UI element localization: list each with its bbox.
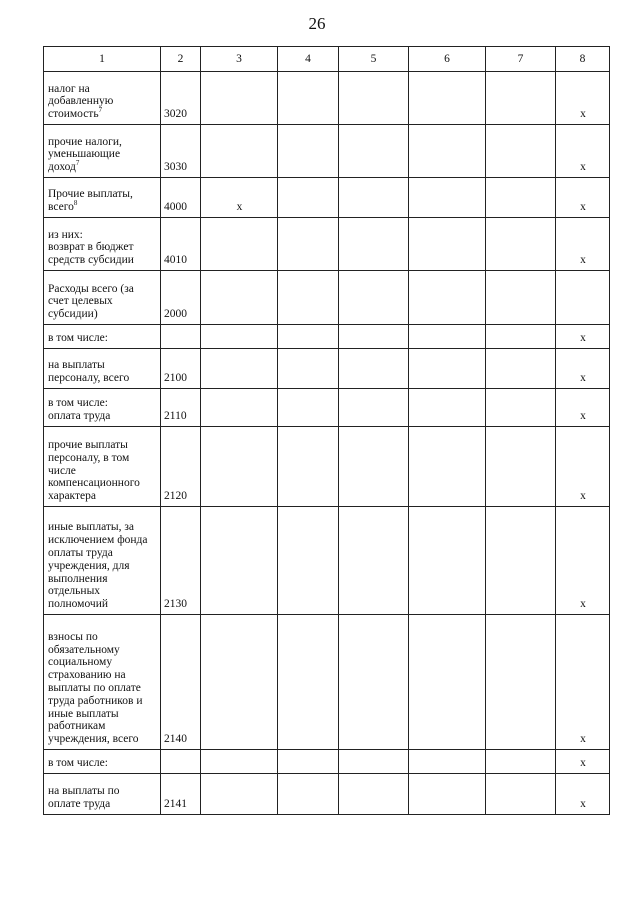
row-label: взносы по обязательному социальному страхованию на выплаты по оплате труда работников и иные выплаты работникам учреждения, всего — [48, 630, 143, 746]
payments-table — [43, 46, 610, 815]
table-row — [44, 218, 610, 271]
cell-col-3 — [201, 507, 278, 615]
cell-col-4 — [278, 774, 339, 815]
table-row — [44, 389, 610, 427]
cell-col-8: x — [556, 72, 610, 125]
table-row — [44, 774, 610, 815]
footnote-ref: 7 — [98, 106, 103, 115]
cell-col-7 — [486, 507, 556, 615]
cell-col-3 — [201, 271, 278, 325]
cell-col-8: x — [556, 427, 610, 507]
row-code: 2100 — [161, 349, 201, 389]
cell-col-4 — [278, 389, 339, 427]
cell-col-3: x — [201, 178, 278, 218]
row-label-cell — [44, 271, 161, 325]
cell-col-5 — [339, 72, 409, 125]
cell-col-4 — [278, 218, 339, 271]
table-row — [44, 427, 610, 507]
cell-col-6 — [409, 325, 486, 349]
row-label-cell — [44, 349, 161, 389]
cell-col-5 — [339, 427, 409, 507]
cell-col-4 — [278, 271, 339, 325]
cell-col-8: x — [556, 389, 610, 427]
cell-col-4 — [278, 507, 339, 615]
table-row — [44, 72, 610, 125]
cell-col-4 — [278, 178, 339, 218]
cell-col-5 — [339, 507, 409, 615]
row-label: прочие выплаты персоналу, в том числе компенсационного характера — [48, 439, 140, 503]
cell-col-8: x — [556, 125, 610, 178]
cell-col-3 — [201, 72, 278, 125]
cell-col-7 — [486, 389, 556, 427]
cell-col-5 — [339, 389, 409, 427]
row-code — [161, 750, 201, 774]
col-header-8: 8 — [556, 47, 610, 72]
table-body — [44, 72, 610, 815]
row-label-cell — [44, 125, 161, 178]
cell-col-5 — [339, 774, 409, 815]
col-header-2: 2 — [161, 47, 201, 72]
row-label: Прочие выплаты, всего — [48, 188, 133, 214]
row-code: 3030 — [161, 125, 201, 178]
cell-col-8 — [556, 271, 610, 325]
footnote-ref: 7 — [75, 159, 80, 168]
table-row — [44, 325, 610, 349]
row-label: в том числе: оплата труда — [48, 397, 111, 423]
cell-col-5 — [339, 178, 409, 218]
cell-col-8: x — [556, 218, 610, 271]
table-row — [44, 125, 610, 178]
cell-col-6 — [409, 750, 486, 774]
cell-col-4 — [278, 72, 339, 125]
row-label: из них: возврат в бюджет средств субсидии — [48, 228, 134, 267]
cell-col-6 — [409, 507, 486, 615]
cell-col-3 — [201, 615, 278, 750]
table-row — [44, 271, 610, 325]
cell-col-7 — [486, 750, 556, 774]
cell-col-4 — [278, 125, 339, 178]
cell-col-3 — [201, 218, 278, 271]
cell-col-6 — [409, 774, 486, 815]
cell-col-4 — [278, 615, 339, 750]
cell-col-7 — [486, 271, 556, 325]
footnote-ref: 8 — [73, 199, 78, 208]
row-label-cell — [44, 325, 161, 349]
col-header-5: 5 — [339, 47, 409, 72]
cell-col-7 — [486, 72, 556, 125]
row-label-cell — [44, 750, 161, 774]
row-code: 2130 — [161, 507, 201, 615]
table-row — [44, 507, 610, 615]
cell-col-6 — [409, 178, 486, 218]
row-code: 2140 — [161, 615, 201, 750]
row-code: 4010 — [161, 218, 201, 271]
row-label-cell — [44, 72, 161, 125]
col-header-1: 1 — [44, 47, 161, 72]
col-header-3: 3 — [201, 47, 278, 72]
cell-col-7 — [486, 325, 556, 349]
row-code — [161, 325, 201, 349]
cell-col-6 — [409, 271, 486, 325]
cell-col-8: x — [556, 774, 610, 815]
table-row — [44, 615, 610, 750]
cell-col-6 — [409, 389, 486, 427]
row-label: Расходы всего (за счет целевых субсидии) — [48, 282, 134, 321]
row-label: в том числе: — [48, 332, 108, 345]
table-row — [44, 750, 610, 774]
table-row — [44, 178, 610, 218]
cell-col-8: x — [556, 750, 610, 774]
row-label-cell — [44, 507, 161, 615]
cell-col-7 — [486, 349, 556, 389]
cell-col-3 — [201, 389, 278, 427]
table-row — [44, 349, 610, 389]
cell-col-5 — [339, 615, 409, 750]
row-label-cell — [44, 389, 161, 427]
row-label-cell — [44, 615, 161, 750]
row-label-cell — [44, 178, 161, 218]
row-label-cell — [44, 218, 161, 271]
cell-col-8: x — [556, 349, 610, 389]
cell-col-3 — [201, 750, 278, 774]
col-header-7: 7 — [486, 47, 556, 72]
cell-col-8: x — [556, 325, 610, 349]
cell-col-8: x — [556, 507, 610, 615]
cell-col-5 — [339, 271, 409, 325]
cell-col-7 — [486, 615, 556, 750]
row-code: 2110 — [161, 389, 201, 427]
cell-col-4 — [278, 427, 339, 507]
cell-col-6 — [409, 72, 486, 125]
cell-col-3 — [201, 325, 278, 349]
cell-col-5 — [339, 750, 409, 774]
row-label-cell — [44, 427, 161, 507]
cell-col-6 — [409, 427, 486, 507]
cell-col-8: x — [556, 178, 610, 218]
cell-col-7 — [486, 178, 556, 218]
col-header-6: 6 — [409, 47, 486, 72]
cell-col-6 — [409, 349, 486, 389]
cell-col-4 — [278, 349, 339, 389]
cell-col-3 — [201, 125, 278, 178]
cell-col-7 — [486, 427, 556, 507]
row-code: 2000 — [161, 271, 201, 325]
cell-col-3 — [201, 427, 278, 507]
row-code: 2141 — [161, 774, 201, 815]
row-label: на выплаты персоналу, всего — [48, 359, 130, 385]
cell-col-6 — [409, 218, 486, 271]
cell-col-4 — [278, 750, 339, 774]
cell-col-7 — [486, 125, 556, 178]
row-label: на выплаты по оплате труда — [48, 785, 120, 811]
cell-col-6 — [409, 615, 486, 750]
col-header-4: 4 — [278, 47, 339, 72]
row-code: 2120 — [161, 427, 201, 507]
row-label: налог на добавленную стоимость — [48, 82, 114, 121]
cell-col-5 — [339, 349, 409, 389]
cell-col-7 — [486, 774, 556, 815]
row-label-cell — [44, 774, 161, 815]
row-label: в том числе: — [48, 757, 108, 770]
row-label: иные выплаты, за исключением фонда оплаты труда учреждения, для выполнения отдельных полномочий — [48, 521, 148, 611]
row-code: 4000 — [161, 178, 201, 218]
cell-col-3 — [201, 774, 278, 815]
cell-col-4 — [278, 325, 339, 349]
cell-col-5 — [339, 325, 409, 349]
cell-col-5 — [339, 125, 409, 178]
cell-col-3 — [201, 349, 278, 389]
cell-col-8: x — [556, 615, 610, 750]
cell-col-6 — [409, 125, 486, 178]
cell-col-5 — [339, 218, 409, 271]
header-row — [44, 47, 610, 72]
row-label: прочие налоги, уменьшающие доход — [48, 135, 122, 174]
row-code: 3020 — [161, 72, 201, 125]
page-number: 26 — [308, 14, 326, 33]
cell-col-7 — [486, 218, 556, 271]
